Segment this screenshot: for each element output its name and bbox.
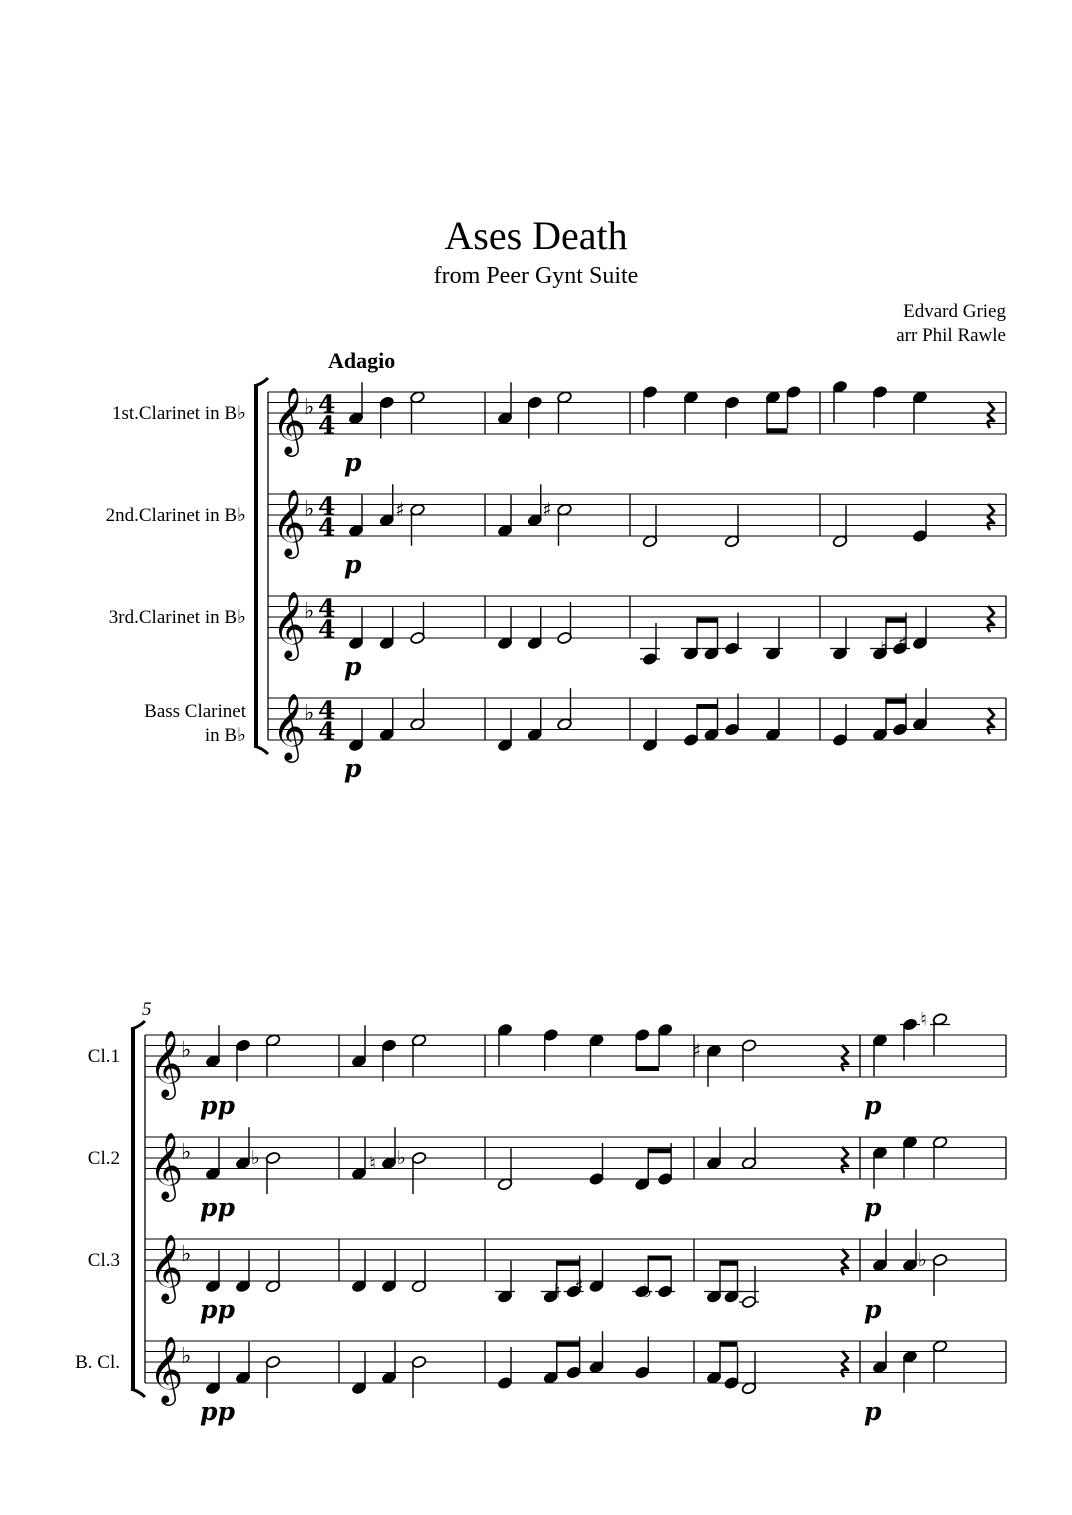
key-signature-flat: ♭ [304, 497, 315, 522]
time-signature-bottom: 4 [318, 615, 336, 644]
key-signature-flat: ♭ [181, 1344, 192, 1369]
time-signature-top: 4 [318, 390, 336, 419]
dynamic-marking: p [864, 1397, 882, 1426]
treble-clef-icon: 𝄞 [149, 1335, 184, 1403]
beam [557, 1342, 580, 1347]
page-title: Ases Death [444, 213, 628, 258]
accidental: ♭ [397, 1147, 406, 1169]
beam [720, 1342, 738, 1347]
beam [648, 1148, 671, 1153]
dynamic-marking: p [864, 1295, 882, 1324]
dynamic-marking: pp [200, 1295, 235, 1324]
time-signature-top: 4 [318, 492, 336, 521]
key-signature-flat: ♭ [304, 599, 315, 624]
quarter-rest [988, 504, 994, 530]
key-signature-flat: ♭ [181, 1242, 192, 1267]
time-signature-bottom: 4 [318, 411, 336, 440]
staff-label-2: Cl.2 [87, 1148, 120, 1169]
accidental: ♯ [574, 1275, 584, 1298]
dynamic-marking: pp [200, 1091, 235, 1120]
quarter-rest [842, 1351, 848, 1377]
quarter-rest [988, 708, 994, 734]
quarter-rest [842, 1249, 848, 1275]
time-signature-top: 4 [318, 696, 336, 725]
staff-label-3: Cl.3 [87, 1250, 120, 1271]
beam [767, 428, 788, 433]
accidental: ♮ [920, 1008, 927, 1031]
key-signature-flat: ♭ [181, 1140, 192, 1165]
treble-clef-icon: 𝄞 [149, 1233, 184, 1301]
beam [720, 1261, 738, 1266]
treble-clef-icon: 𝄞 [149, 1131, 184, 1199]
time-signature-bottom: 4 [318, 513, 336, 542]
treble-clef-icon: 𝄞 [272, 386, 307, 454]
accidental: ♮ [880, 637, 887, 660]
dynamic-marking: p [344, 754, 362, 783]
staff-label-3: 3rd.Clarinet in B♭ [108, 607, 246, 628]
dynamic-marking: pp [200, 1397, 235, 1426]
accidental: ♯ [691, 1039, 701, 1062]
beam [648, 1256, 671, 1261]
staff-label-4: Bass Clarinet [144, 701, 246, 722]
accidental: ♯ [395, 498, 405, 521]
accidental: ♯ [542, 498, 552, 521]
arranger-name: arr Phil Rawle [896, 325, 1006, 346]
dynamic-marking: p [864, 1091, 882, 1120]
beam [886, 699, 906, 704]
staff-label-4: B. Cl. [75, 1352, 120, 1373]
beam [636, 1066, 659, 1071]
quarter-rest [988, 606, 994, 632]
accidental: ♮ [553, 1280, 561, 1303]
accidental: ♮ [369, 1152, 376, 1175]
treble-clef-icon: 𝄞 [149, 1029, 184, 1097]
quarter-rest [842, 1045, 848, 1071]
key-signature-flat: ♭ [181, 1038, 192, 1063]
beam [697, 618, 718, 623]
dynamic-marking: p [344, 550, 362, 579]
time-signature-top: 4 [318, 594, 336, 623]
page-subtitle: from Peer Gynt Suite [433, 263, 639, 289]
beam [697, 704, 718, 709]
beam [886, 618, 906, 623]
staff-label-2: 2nd.Clarinet in B♭ [105, 505, 246, 526]
bracket-top-hook [131, 1021, 145, 1029]
key-signature-flat: ♭ [304, 701, 315, 726]
treble-clef-icon: 𝄞 [272, 488, 307, 556]
staff-label-4: in B♭ [204, 725, 246, 746]
dynamic-marking: p [344, 448, 362, 477]
accidental: ♭ [251, 1147, 260, 1169]
tempo-marking: Adagio [328, 348, 396, 373]
bracket-bottom-hook [131, 1389, 145, 1397]
accidental: ♭ [643, 1280, 653, 1303]
accidental: ♭ [918, 1249, 927, 1271]
composer-name: Edvard Grieg [903, 301, 1006, 322]
bracket-top-hook [254, 378, 268, 386]
measure-number: 5 [142, 999, 152, 1020]
quarter-rest [988, 402, 994, 428]
dynamic-marking: pp [200, 1193, 235, 1222]
dynamic-marking: p [864, 1193, 882, 1222]
beam [557, 1261, 580, 1266]
treble-clef-icon: 𝄞 [272, 692, 307, 760]
treble-clef-icon: 𝄞 [272, 590, 307, 658]
bracket-bottom-hook [254, 746, 268, 754]
dynamic-marking: p [344, 652, 362, 681]
staff-label-1: 1st.Clarinet in B♭ [111, 403, 246, 424]
staff-label-1: Cl.1 [87, 1046, 120, 1067]
key-signature-flat: ♭ [304, 395, 315, 420]
accidental: ♯ [897, 632, 907, 655]
quarter-rest [842, 1147, 848, 1173]
time-signature-bottom: 4 [318, 717, 336, 746]
